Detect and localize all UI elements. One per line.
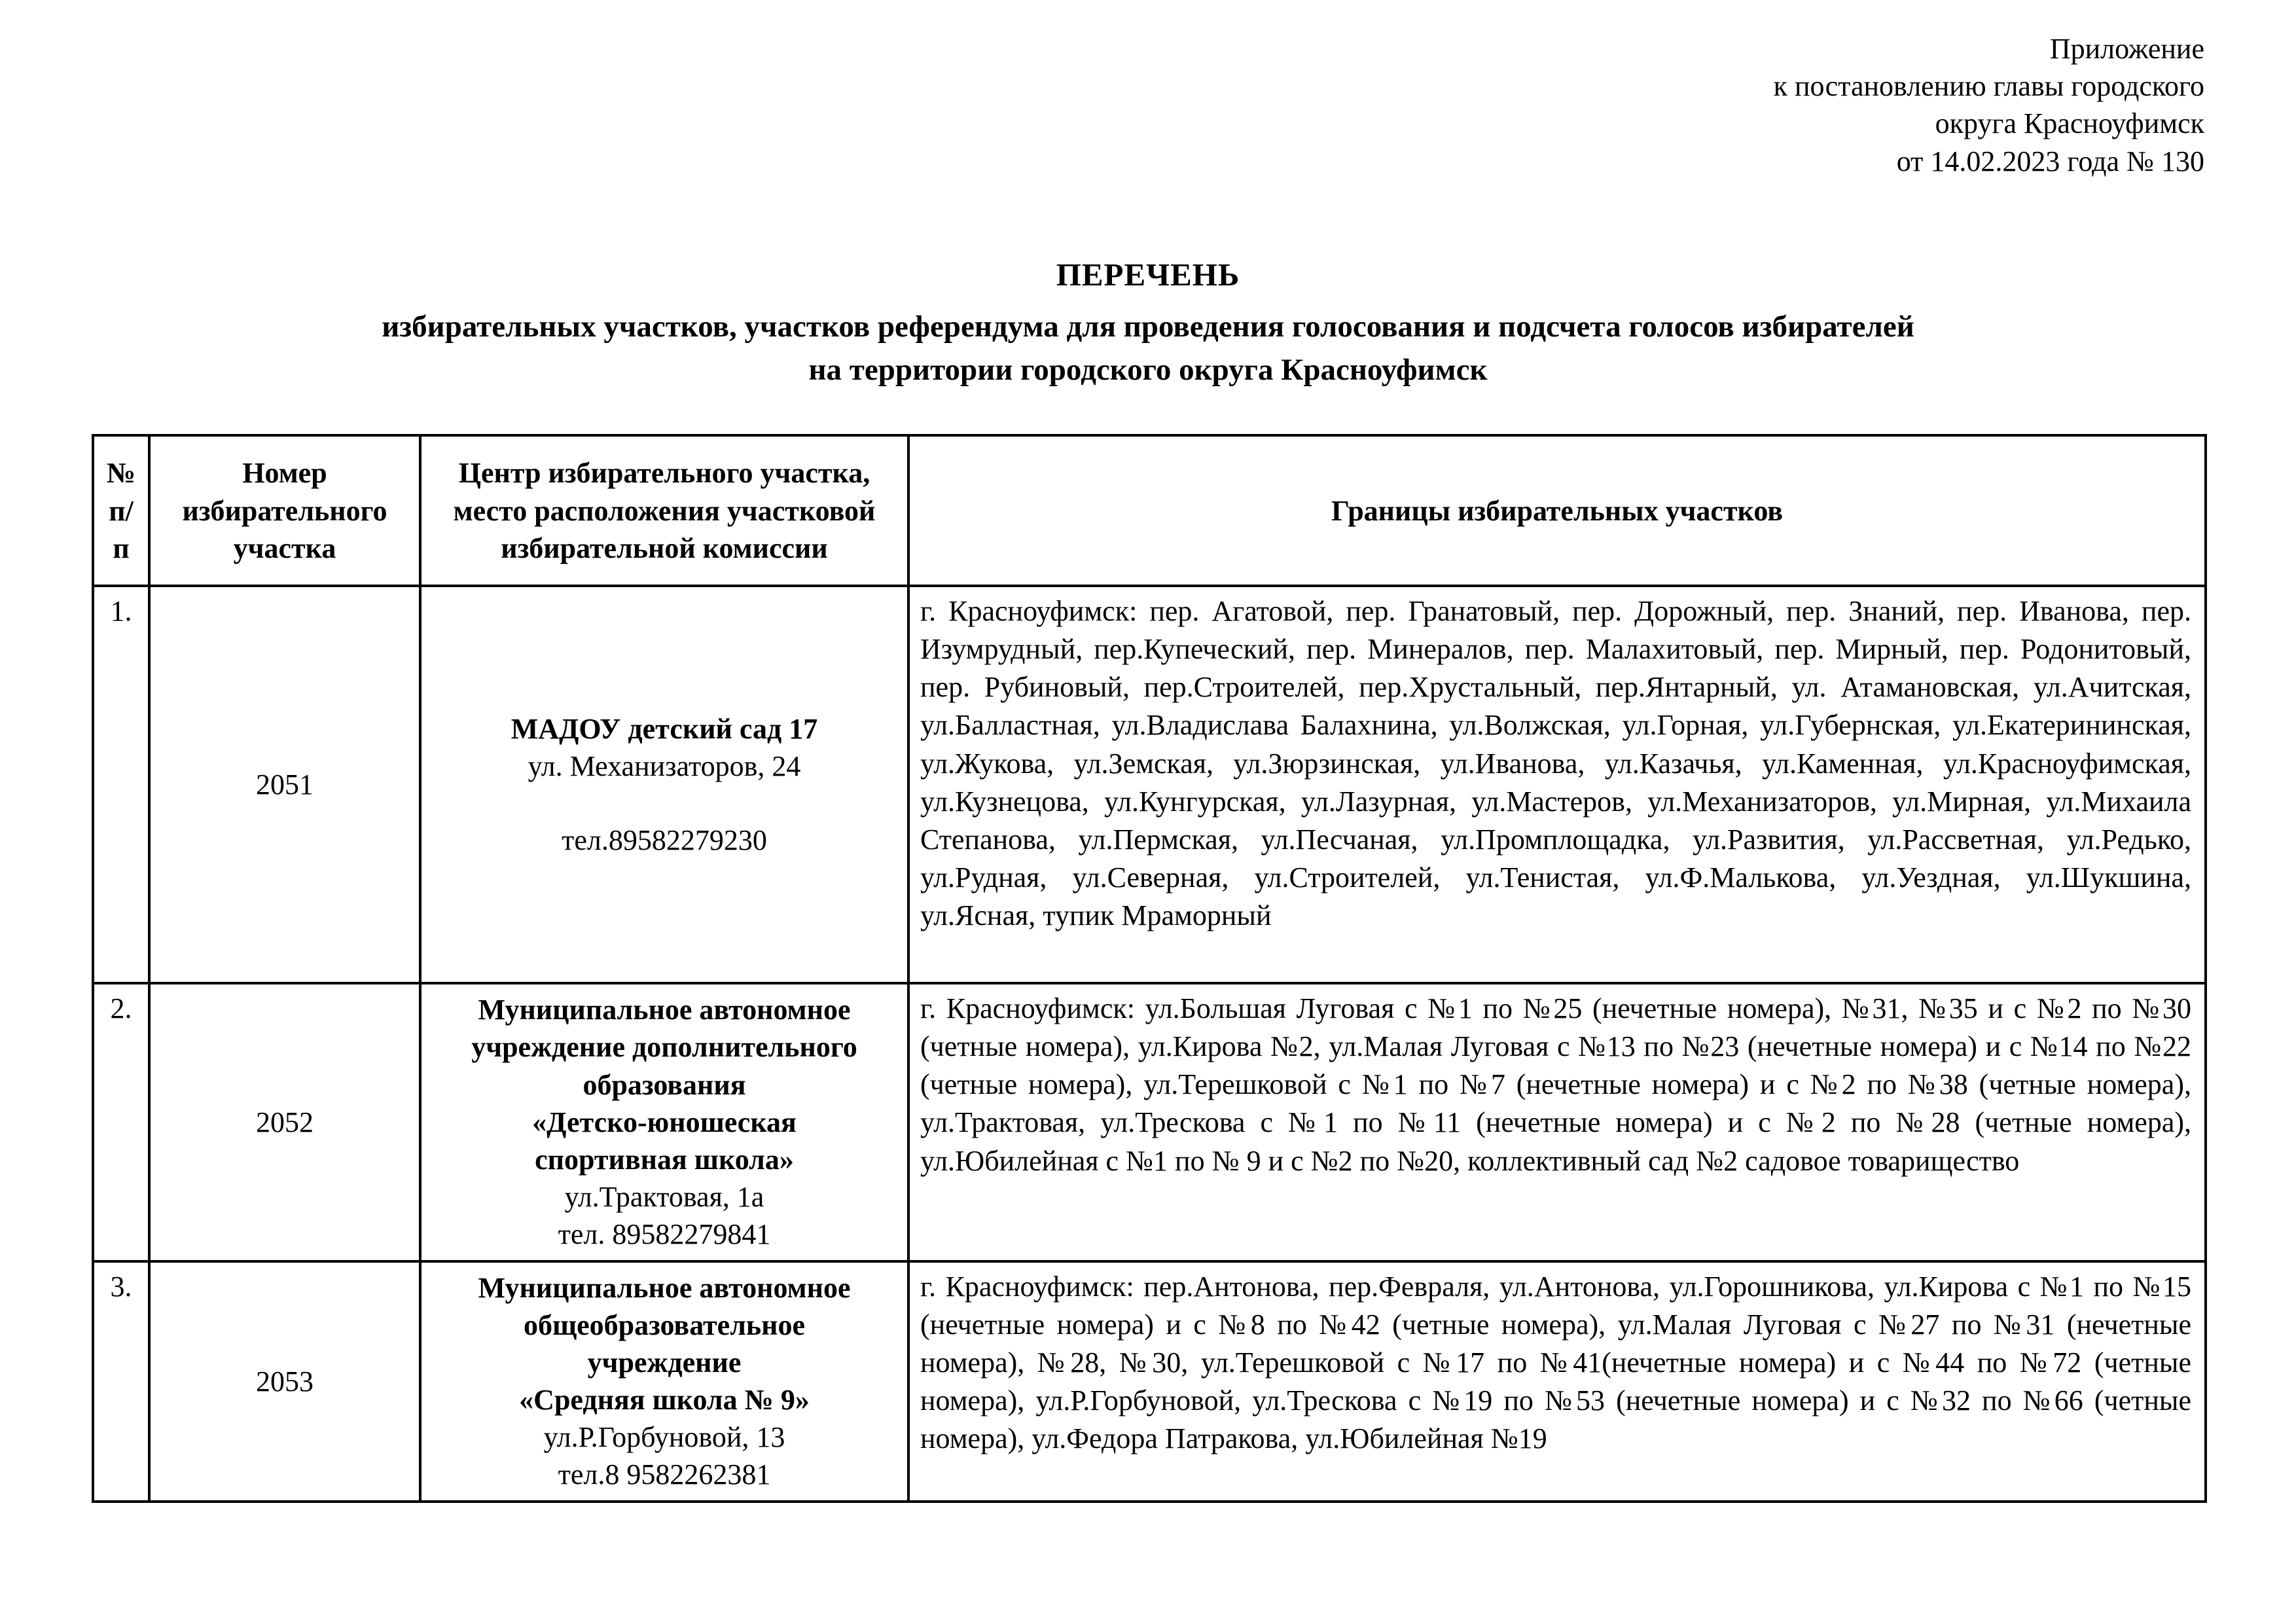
center-name-line: Муниципальное автономное xyxy=(478,994,851,1026)
table-header-row xyxy=(93,435,2206,586)
boundaries-cell: г. Красноуфимск: ул.Большая Луговая с №1 по №25 (нечетные номера), №31, №35 и с №2 по №30 (четные номера), ул.Кирова №2, ул.Малая Луговая с №13 по №23 (нечетные номера) и с №14 по №22 (четные номера), ул.Терешковой с №1 по №7 (нечетные номера) и с №2 по №38 (четные номера), ул.Трактовая, ул.Трескова с №1 по №11 (нечетные номера) и с №2 по №28 (четные номера), ул.Юбилейная с №1 по № 9 и с №2 по №20, коллективный сад №2 садовое товарищество xyxy=(908,983,2206,1261)
table-row xyxy=(93,983,2206,1261)
center-cell xyxy=(420,586,908,983)
center-cell xyxy=(420,983,908,1261)
center-name-line: «Средняя школа № 9» xyxy=(519,1384,810,1416)
center-name-line: учреждение дополнительного xyxy=(471,1031,857,1064)
center-name-line: спортивная школа» xyxy=(535,1143,794,1176)
center-name-line: Муниципальное автономное xyxy=(478,1271,851,1304)
center-name-line: учреждение xyxy=(587,1346,742,1379)
appendix-block xyxy=(92,30,2204,180)
station-number-cell: 2053 xyxy=(149,1261,420,1502)
boundaries-cell: г. Красноуфимск: пер. Агатовой, пер. Гранатовый, пер. Дорожный, пер. Знаний, пер. Иванова, пер. Изумрудный, пер.Купеческий, пер. Минералов, пер. Малахитовый, пер. Мирный, пер. Родонитовый, пер. Рубиновый, пер.Строителей, пер.Хрустальный, пер.Янтарный, ул. Атамановская, ул.Ачитская, ул.Балластная, ул.Владислава Балахнина, ул.Волжская, ул.Горная, ул.Губернская, ул.Екатерининская, ул.Жукова, ул.Земская, ул.Зюрзинская, ул.Иванова, ул.Казачья, ул.Каменная, ул.Красноуфимская, ул.Кузнецова, ул.Кунгурская, ул.Лазурная, ул.Мастеров, ул.Механизаторов, ул.Мирная, ул.Михаила Степанова, ул.Пермская, ул.Песчаная, ул.Промплощадка, ул.Развития, ул.Рассветная, ул.Редько, ул.Рудная, ул.Северная, ул.Строителей, ул.Тенистая, ул.Ф.Малькова, ул.Уездная, ул.Шукшина, ул.Ясная, тупик Мраморный xyxy=(908,586,2206,983)
station-number-cell: 2052 xyxy=(149,983,420,1261)
table-row xyxy=(93,586,2206,983)
center-phone: тел.8 9582262381 xyxy=(558,1458,771,1491)
row-number-cell: 2. xyxy=(93,983,149,1261)
center-phone: тел.89582279230 xyxy=(562,824,767,857)
center-address: ул. Механизаторов, 24 xyxy=(528,750,801,783)
document-subtitle-line: избирательных участков, участков референдума для проведения голосования и подсчета голосов избирателей xyxy=(382,309,1914,344)
document-subtitle-line: на территории городского округа Красноуфимск xyxy=(808,353,1488,388)
station-number-cell: 2051 xyxy=(149,586,420,983)
appendix-line: к постановлению главы городского xyxy=(1773,70,2204,103)
boundaries-cell: г. Красноуфимск: пер.Антонова, пер.Февраля, ул.Антонова, ул.Горошникова, ул.Кирова с №1 по №15 (нечетные номера) и с №8 по №42 (четные номера), ул.Малая Луговая с №27 по №31 (нечетные номера), №28, №30, ул.Терешковой с №17 по №41(нечетные номера) и с №44 по №72 (четные номера), ул.Р.Горбуновой, ул.Трескова с №19 по №53 (нечетные номера) и с №32 по №66 (четные номера), ул.Федора Патракова, ул.Юбилейная №19 xyxy=(908,1261,2206,1502)
center-name-line: «Детско-юношеская xyxy=(532,1106,797,1138)
document-title: ПЕРЕЧЕНЬ xyxy=(1056,256,1240,293)
col-header-station-number: Номер избирательного участка xyxy=(149,435,420,586)
col-header-row-num: № п/п xyxy=(93,435,149,586)
col-header-boundaries: Границы избирательных участков xyxy=(908,435,2206,586)
appendix-line: Приложение xyxy=(2049,33,2204,65)
title-block xyxy=(92,256,2204,392)
appendix-line: округа Красноуфимск xyxy=(1935,107,2204,140)
col-header-center: Центр избирательного участка, место расположения участковой избирательной комиссии xyxy=(420,435,908,586)
center-phone: тел. 89582279841 xyxy=(558,1218,771,1251)
center-name-line: МАДОУ детский сад 17 xyxy=(511,712,818,745)
row-number-cell: 1. xyxy=(93,586,149,983)
center-name-line: общеобразовательное xyxy=(523,1308,806,1341)
appendix-line: от 14.02.2023 года № 130 xyxy=(1896,145,2204,177)
center-cell xyxy=(420,1261,908,1502)
document-subtitle xyxy=(92,305,2204,392)
polling-stations-table xyxy=(92,434,2207,1502)
center-address: ул.Трактовая, 1а xyxy=(564,1181,764,1214)
table-row xyxy=(93,1261,2206,1502)
center-address: ул.Р.Горбуновой, 13 xyxy=(543,1421,785,1454)
center-name-line: образования xyxy=(583,1068,746,1101)
row-number-cell: 3. xyxy=(93,1261,149,1502)
